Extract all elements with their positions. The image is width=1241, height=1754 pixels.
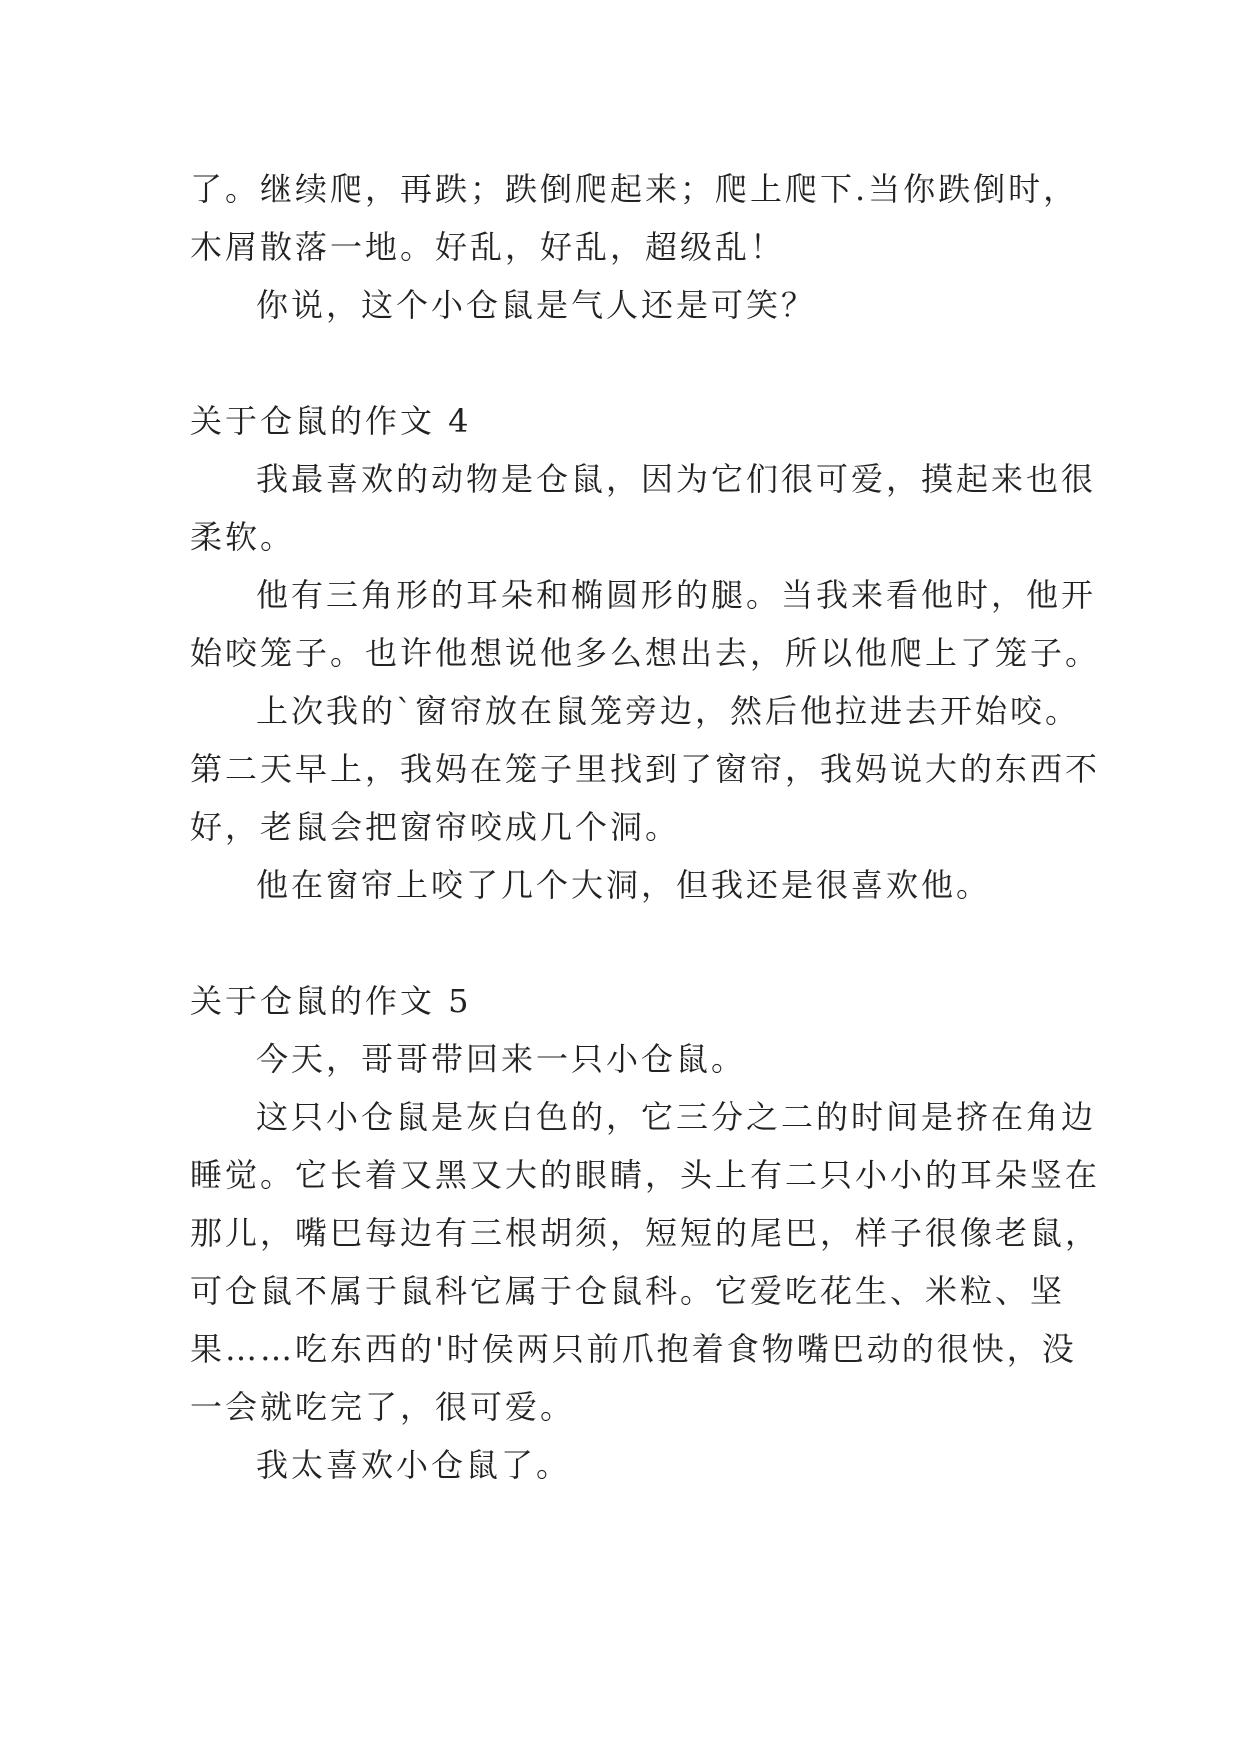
text-line: 我太喜欢小仓鼠了。	[256, 1446, 572, 1484]
essay-4-paragraph-1	[190, 450, 1097, 566]
text-line: 好，老鼠会把窗帘咬成几个洞。	[190, 808, 681, 846]
continuation-paragraph	[190, 160, 1079, 276]
text-line: 睡觉。它长着又黑又大的眼睛，头上有二只小小的耳朵竖在	[190, 1156, 1101, 1194]
text-line: 木屑散落一地。好乱，好乱，超级乱！	[190, 228, 786, 266]
text-line: 了。继续爬，再跌；跌倒爬起来；爬上爬下.当你跌倒时，	[190, 170, 1079, 208]
essay-4-paragraph-4	[190, 856, 1070, 914]
text-line: 一会就吃完了，很可爱。	[190, 1388, 576, 1426]
text-line: 柔软。	[190, 518, 296, 556]
text-line: 果……吃东西的'时侯两只前爪抱着食物嘴巴动的很快，没	[190, 1330, 1077, 1368]
essay-4-paragraph-2	[190, 566, 1101, 682]
essay-5-paragraph-1	[190, 1030, 1070, 1088]
text-line: 今天，哥哥带回来一只小仓鼠。	[256, 1040, 747, 1078]
closing-paragraph	[190, 276, 1070, 334]
text-line: 始咬笼子。也许他想说他多么想出去，所以他爬上了笼子。	[190, 634, 1101, 672]
text-line: 他在窗帘上咬了几个大洞，但我还是很喜欢他。	[256, 866, 992, 904]
document-page	[190, 160, 1101, 1494]
section-gap	[190, 914, 1070, 972]
text-line: 可仓鼠不属于鼠科它属于仓鼠科。它爱吃花生、米粒、坚	[190, 1272, 1066, 1310]
essay-5-title: 关于仓鼠的作文 5	[190, 982, 472, 1020]
section-gap	[190, 334, 1070, 392]
essay-5-paragraph-2	[190, 1088, 1101, 1436]
text-line: 我最喜欢的动物是仓鼠，因为它们很可爱，摸起来也很	[256, 460, 1097, 498]
text-line: 上次我的`窗帘放在鼠笼旁边，然后他拉进去开始咬。	[256, 692, 1081, 730]
essay-5-paragraph-3	[190, 1436, 1070, 1494]
essay-4-paragraph-3	[190, 682, 1101, 856]
text-line: 他有三角形的耳朵和椭圆形的腿。当我来看他时，他开	[256, 576, 1097, 614]
text-line: 你说，这个小仓鼠是气人还是可笑？	[256, 286, 817, 324]
text-line: 第二天早上，我妈在笼子里找到了窗帘，我妈说大的东西不	[190, 750, 1101, 788]
essay-4-title: 关于仓鼠的作文 4	[190, 402, 472, 440]
text-line: 这只小仓鼠是灰白色的，它三分之二的时间是挤在角边	[256, 1098, 1097, 1136]
text-line: 那儿，嘴巴每边有三根胡须，短短的尾巴，样子很像老鼠，	[190, 1214, 1101, 1252]
